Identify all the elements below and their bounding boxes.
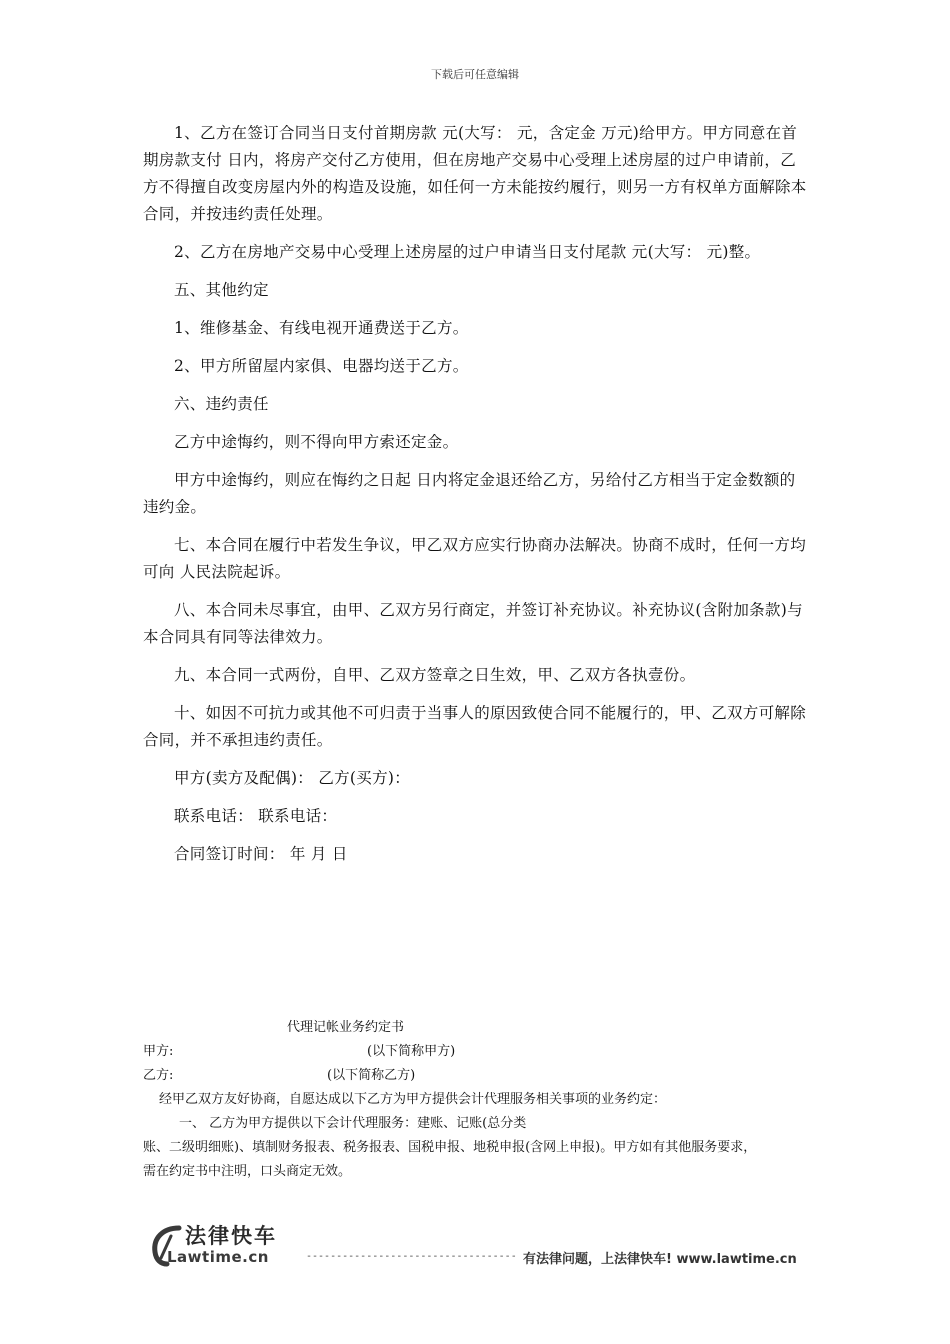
agreement-intro: 经甲乙双方友好协商，自愿达成以下乙方为甲方提供会计代理服务相关事项的业务约定： — [159, 1092, 667, 1107]
page-footer — [143, 1218, 811, 1272]
party-a-label: 甲方: — [143, 1044, 174, 1059]
section-heading: 六、违约责任 — [174, 395, 269, 413]
contract-body — [143, 120, 811, 879]
footer-slogan: 有法律问题，上法律快车! www.lawtime.cn — [523, 1252, 797, 1267]
agreement-title: 代理记帐业务约定书 — [287, 1020, 405, 1035]
logo-english-name: Lawtime.cn — [167, 1248, 269, 1266]
contract-paragraph: 乙方中途悔约，则不得向甲方索还定金。 — [174, 433, 459, 451]
contract-paragraph: 甲方中途悔约，则应在悔约之日起 日内将定金退还给乙方，另给付乙方相当于定金数额的违约金。 — [143, 471, 796, 516]
contract-paragraph: 九、本合同一式两份，自甲、乙双方签章之日生效，甲、乙双方各执壹份。 — [174, 666, 696, 684]
signing-date: 合同签订时间： 年 月 日 — [174, 845, 348, 863]
contract-paragraph: 八、本合同未尽事宜，由甲、乙双方另行商定，并签订补充协议。补充协议(含附加条款)与本合同具有同等法律效力。 — [143, 601, 803, 646]
contract-paragraph: 1、维修基金、有线电视开通费送于乙方。 — [174, 319, 469, 337]
contract-paragraph: 2、甲方所留屋内家俱、电器均送于乙方。 — [174, 357, 469, 375]
contact-phones: 联系电话： 联系电话： — [174, 807, 338, 825]
clause-1: 一、 乙方为甲方提供以下会计代理服务：建账、记账(总分类 — [179, 1116, 527, 1131]
download-note: 下载后可任意编辑 — [431, 68, 519, 81]
party-a-note: (以下简称甲方) — [367, 1044, 456, 1059]
section-heading: 五、其他约定 — [174, 281, 269, 299]
signature-parties: 甲方(卖方及配偶)： 乙方(买方)： — [174, 769, 411, 787]
clause-1-continued: 账、二级明细账)、填制财务报表、税务报表、国税申报、地税申报(含网上申报)。甲方如有其他服务要求， — [143, 1140, 757, 1155]
party-a-row — [143, 1040, 815, 1064]
logo-chinese-name: 法律快车 — [185, 1224, 277, 1248]
party-b-row — [143, 1064, 815, 1088]
contract-paragraph: 十、如因不可抗力或其他不可归责于当事人的原因致使合同不能履行的，甲、乙双方可解除合同，并不承担违约责任。 — [143, 704, 807, 749]
party-b-note: (以下简称乙方) — [327, 1068, 416, 1083]
contract-paragraph: 2、乙方在房地产交易中心受理上述房屋的过户申请当日支付尾款 元(大写： 元)整。 — [174, 243, 761, 261]
party-b-label: 乙方: — [143, 1068, 174, 1083]
contract-paragraph: 1、乙方在签订合同当日支付首期房款 元(大写： 元，含定金 万元)给甲方。甲方同意在首期房款支付 日内，将房产交付乙方使用，但在房地产交易中心受理上述房屋的过户申请前，乙方不得擅自改变房屋内外的构造及设施，如任何一方未能按约履行，则另一方有权单方面解除本合同，并按违约责任处理。 — [143, 124, 807, 223]
contract-paragraph: 七、本合同在履行中若发生争议，甲乙双方应实行协商办法解决。协商不成时，任何一方均可向 人民法院起诉。 — [143, 536, 807, 581]
footer-divider: ----------------------------------- — [306, 1251, 517, 1262]
clause-1-continued: 需在约定书中注明，口头商定无效。 — [143, 1164, 352, 1179]
agreement-section — [143, 1016, 815, 1184]
